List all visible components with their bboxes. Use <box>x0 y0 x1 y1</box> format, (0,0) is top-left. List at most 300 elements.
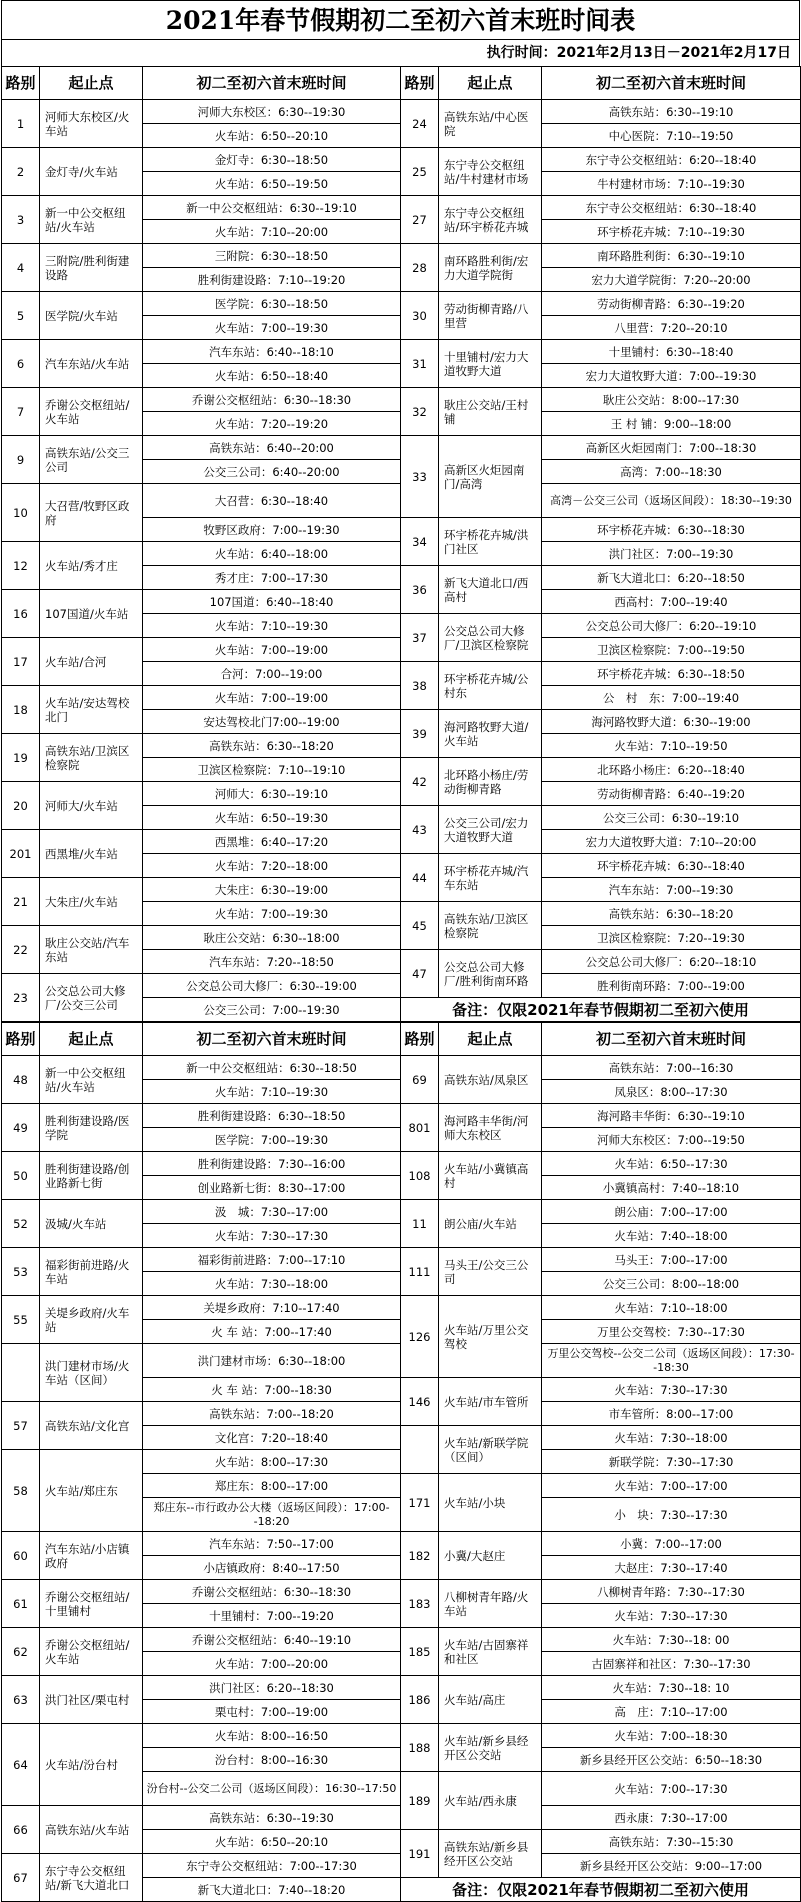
route-time: 公交三公司：6:40--20:00 <box>143 460 401 484</box>
header-stops: 起止点 <box>439 1023 542 1056</box>
route-number: 108 <box>401 1152 439 1200</box>
route-number <box>2 1344 40 1402</box>
route-time: 环宇桥花卉城：6:30--18:30 <box>542 518 801 542</box>
route-stops: 河师大东校区/火车站 <box>40 100 143 148</box>
route-number: 801 <box>401 1104 439 1152</box>
route-time: 牧野区政府：7:00--19:30 <box>143 518 401 542</box>
route-stops: 八柳树青年路/火车站 <box>439 1580 542 1628</box>
route-number: 191 <box>401 1830 439 1878</box>
route-stops: 劳动街柳青路/八里营 <box>439 292 542 340</box>
route-time: 劳动街柳青路：6:40--19:20 <box>542 782 801 806</box>
route-time: 洪门建材市场：6:30--18:00 <box>143 1344 401 1378</box>
route-stops: 汽车东站/小店镇政府 <box>40 1532 143 1580</box>
route-number: 23 <box>2 974 40 1022</box>
route-time: 秀才庄：7:00--17:30 <box>143 566 401 590</box>
route-time: 火车站：7:40--18:00 <box>542 1224 801 1248</box>
route-time: 新联学院：7:30--17:30 <box>542 1450 801 1474</box>
route-stops: 高铁东站/卫滨区检察院 <box>40 734 143 782</box>
route-stops: 胜利街建设路/创业路新七街 <box>40 1152 143 1200</box>
route-number: 2 <box>2 148 40 196</box>
route-time: 王 村 铺：9:00--18:00 <box>542 412 801 436</box>
route-stops: 公交三公司/宏力大道牧野大道 <box>439 806 542 854</box>
route-time: 火车站：7:30--17:30 <box>542 1604 801 1628</box>
route-time: 金灯寺：6:30--18:50 <box>143 148 401 172</box>
table-row <box>2 436 801 460</box>
route-time: 河师大：6:30--19:10 <box>143 782 401 806</box>
route-time: 107国道：6:40--18:40 <box>143 590 401 614</box>
route-number: 10 <box>2 484 40 542</box>
route-stops: 公交总公司大修厂/胜利街南环路 <box>439 950 542 998</box>
route-stops: 高铁东站/公交三公司 <box>40 436 143 484</box>
route-number: 24 <box>401 100 439 148</box>
route-number: 58 <box>2 1450 40 1532</box>
route-stops: 乔谢公交枢纽站/火车站 <box>40 1628 143 1676</box>
route-time: 高铁东站：7:00--18:20 <box>143 1402 401 1426</box>
route-time: 火车站：7:00--19:30 <box>143 902 401 926</box>
table-row <box>2 1296 801 1320</box>
route-stops: 火车站/合河 <box>40 638 143 686</box>
route-stops: 环宇桥花卉城/公村东 <box>439 662 542 710</box>
route-time: 火车站：7:20--18:00 <box>143 854 401 878</box>
route-stops: 东宁寺公交枢纽站/环宇桥花卉城 <box>439 196 542 244</box>
route-number: 1 <box>2 100 40 148</box>
route-time: 火车站：7:30--18: 10 <box>542 1676 801 1700</box>
route-time: 乔谢公交枢纽站：6:30--18:30 <box>143 388 401 412</box>
route-stops: 汽车东站/火车站 <box>40 340 143 388</box>
route-time: 火车站：6:50--17:30 <box>542 1152 801 1176</box>
route-stops: 南环路胜利街/宏力大道学院街 <box>439 244 542 292</box>
table-row <box>2 1724 801 1748</box>
route-time: 宏力大道牧野大道：7:00--19:30 <box>542 364 801 388</box>
route-number: 53 <box>2 1248 40 1296</box>
route-time: 火 车 站：7:00--17:40 <box>143 1320 401 1344</box>
route-stops: 朗公庙/火车站 <box>439 1200 542 1248</box>
route-stops: 火车站/西永康 <box>439 1772 542 1830</box>
route-time: 马头王：7:00--17:00 <box>542 1248 801 1272</box>
route-time: 火车站：7:00--18:30 <box>542 1724 801 1748</box>
table-row <box>2 1200 801 1224</box>
route-number: 188 <box>401 1724 439 1772</box>
header-times: 初二至初六首末班时间 <box>542 67 801 100</box>
route-time: 小店镇政府：8:40--17:50 <box>143 1556 401 1580</box>
route-time: 市车管所：8:00--17:00 <box>542 1402 801 1426</box>
route-time: 洪门社区：7:00--19:30 <box>542 542 801 566</box>
route-time: 新飞大道北口：6:20--18:50 <box>542 566 801 590</box>
route-time: 卫滨区检察院：7:00--19:50 <box>542 638 801 662</box>
route-number: 186 <box>401 1676 439 1724</box>
route-time: 火车站：6:50--19:30 <box>143 806 401 830</box>
route-time: 耿庄公交站：6:30--18:00 <box>143 926 401 950</box>
route-number: 62 <box>2 1628 40 1676</box>
route-time: 卫滨区检察院：7:10--19:10 <box>143 758 401 782</box>
route-time: 胜利街建设路：7:10--19:20 <box>143 268 401 292</box>
route-stops: 环宇桥花卉城/汽车东站 <box>439 854 542 902</box>
route-stops: 公交总公司大修厂/公交三公司 <box>40 974 143 1022</box>
route-stops: 公交总公司大修厂/卫滨区检察院 <box>439 614 542 662</box>
route-time: 万里公交驾校--公交二公司（返场区间段）：17:30--18:30 <box>542 1344 801 1378</box>
route-number: 34 <box>401 518 439 566</box>
route-number: 11 <box>401 1200 439 1248</box>
table-row <box>2 196 801 220</box>
route-time: 乔谢公交枢纽站：6:40--19:10 <box>143 1628 401 1652</box>
route-number: 171 <box>401 1474 439 1532</box>
route-stops: 高铁东站/新乡县经开区公交站 <box>439 1830 542 1878</box>
route-time: 西永康：7:30--17:00 <box>542 1806 801 1830</box>
route-time: 高铁东站：6:30--19:10 <box>542 100 801 124</box>
route-number: 28 <box>401 244 439 292</box>
route-time: 环宇桥花卉城：6:30--18:40 <box>542 854 801 878</box>
table-row <box>2 1104 801 1128</box>
route-stops: 金灯寺/火车站 <box>40 148 143 196</box>
route-time: 高湾－公交三公司（返场区间段）：18:30--19:30 <box>542 484 801 518</box>
route-number: 27 <box>401 196 439 244</box>
route-time: 火 车 站：7:00--18:30 <box>143 1378 401 1402</box>
table-row <box>2 1676 801 1700</box>
effective-date: 执行时间：2021年2月13日－2021年2月17日 <box>1 40 800 66</box>
route-time: 河师大东校区：7:00--19:50 <box>542 1128 801 1152</box>
route-time: 公交三公司：7:00--19:30 <box>143 998 401 1022</box>
route-stops: 乔谢公交枢纽站/火车站 <box>40 388 143 436</box>
route-number: 7 <box>2 388 40 436</box>
route-number: 30 <box>401 292 439 340</box>
route-time: 高 庄：7:10--17:00 <box>542 1700 801 1724</box>
table-row <box>2 100 801 124</box>
route-stops: 环宇桥花卉城/洪门社区 <box>439 518 542 566</box>
header-stops: 起止点 <box>40 1023 143 1056</box>
route-time: 新一中公交枢纽站：6:30--18:50 <box>143 1056 401 1080</box>
route-time: 汽车东站：7:00--19:30 <box>542 878 801 902</box>
route-time: 胜利街建设路：7:30--16:00 <box>143 1152 401 1176</box>
route-number: 21 <box>2 878 40 926</box>
route-stops: 汲城/火车站 <box>40 1200 143 1248</box>
route-time: 新乡县经开区公交站：9:00--17:00 <box>542 1854 801 1878</box>
route-time: 洪门社区：6:20--18:30 <box>143 1676 401 1700</box>
route-stops: 西黑堆/火车站 <box>40 830 143 878</box>
route-time: 火车站：7:10--19:50 <box>542 734 801 758</box>
route-number: 67 <box>2 1854 40 1902</box>
header-times: 初二至初六首末班时间 <box>143 1023 401 1056</box>
route-time: 火车站：7:00--19:00 <box>143 686 401 710</box>
route-time: 火车站：7:10--19:30 <box>143 614 401 638</box>
route-time: 高新区火炬园南门：7:00--18:30 <box>542 436 801 460</box>
route-time: 中心医院：7:10--19:50 <box>542 124 801 148</box>
route-stops: 小冀/大赵庄 <box>439 1532 542 1580</box>
route-number: 48 <box>2 1056 40 1104</box>
route-time: 宏力大道学院街：7:20--20:00 <box>542 268 801 292</box>
route-number: 64 <box>2 1724 40 1806</box>
route-time: 火车站：6:40--18:00 <box>143 542 401 566</box>
table-row <box>2 340 801 364</box>
route-stops: 高铁东站/火车站 <box>40 1806 143 1854</box>
route-time: 火车站：7:30--18:00 <box>542 1426 801 1450</box>
route-stops: 河师大/火车站 <box>40 782 143 830</box>
table-row <box>2 388 801 412</box>
route-stops: 东宁寺公交枢纽站/新飞大道北口 <box>40 1854 143 1902</box>
route-time: 南环路胜利街：6:30--19:10 <box>542 244 801 268</box>
header-stops: 起止点 <box>40 67 143 100</box>
route-time: 海河路丰华街：6:30--19:10 <box>542 1104 801 1128</box>
route-time: 劳动街柳青路：6:30--19:20 <box>542 292 801 316</box>
route-number: 189 <box>401 1772 439 1830</box>
route-number: 31 <box>401 340 439 388</box>
route-time: 朗公庙：7:00--17:00 <box>542 1200 801 1224</box>
route-number: 185 <box>401 1628 439 1676</box>
route-number: 25 <box>401 148 439 196</box>
route-time: 郑庄东--市行政办公大楼（返场区间段）：17:00--18:20 <box>143 1498 401 1532</box>
route-time: 创业路新七街：8:30--17:00 <box>143 1176 401 1200</box>
route-number: 57 <box>2 1402 40 1450</box>
header-route: 路别 <box>401 1023 439 1056</box>
table-row <box>2 1532 801 1556</box>
route-stops: 洪门社区/栗屯村 <box>40 1676 143 1724</box>
route-time: 东宁寺公交枢纽站：6:20--18:40 <box>542 148 801 172</box>
route-time: 耿庄公交站：8:00--17:30 <box>542 388 801 412</box>
route-time: 八柳树青年路：7:30--17:30 <box>542 1580 801 1604</box>
route-number: 32 <box>401 388 439 436</box>
route-time: 公交三公司：8:00--18:00 <box>542 1272 801 1296</box>
route-time: 公交三公司：6:30--19:10 <box>542 806 801 830</box>
route-time: 牛村建材市场：7:10--19:30 <box>542 172 801 196</box>
route-stops: 火车站/小冀镇高村 <box>439 1152 542 1200</box>
table-row <box>2 148 801 172</box>
route-number: 18 <box>2 686 40 734</box>
route-stops: 关堤乡政府/火车站 <box>40 1296 143 1344</box>
route-stops: 火车站/新联学院（区间） <box>439 1426 542 1474</box>
route-stops: 耿庄公交站/汽车东站 <box>40 926 143 974</box>
route-time: 安达驾校北门7:00--19:00 <box>143 710 401 734</box>
route-stops: 海河路丰华街/河师大东校区 <box>439 1104 542 1152</box>
route-time: 公 村 东：7:00--19:40 <box>542 686 801 710</box>
route-number: 146 <box>401 1378 439 1426</box>
route-time: 小冀镇高村：7:40--18:10 <box>542 1176 801 1200</box>
route-time: 火车站：6:50--19:50 <box>143 172 401 196</box>
header-stops: 起止点 <box>439 67 542 100</box>
route-time: 大朱庄：6:30--19:00 <box>143 878 401 902</box>
route-time: 合河：7:00--19:00 <box>143 662 401 686</box>
route-number: 5 <box>2 292 40 340</box>
route-number: 111 <box>401 1248 439 1296</box>
route-time: 火车站：8:00--17:30 <box>143 1450 401 1474</box>
schedule-table-1 <box>1 66 801 1022</box>
route-number: 44 <box>401 854 439 902</box>
route-time: 小冀：7:00--17:00 <box>542 1532 801 1556</box>
route-time: 火车站：7:30--18:00 <box>143 1272 401 1296</box>
route-number: 22 <box>2 926 40 974</box>
route-time: 火车站：6:50--20:10 <box>143 1830 401 1854</box>
route-time: 高铁东站：7:00--16:30 <box>542 1056 801 1080</box>
route-time: 医学院：7:00--19:30 <box>143 1128 401 1152</box>
route-stops: 大朱庄/火车站 <box>40 878 143 926</box>
table-row <box>2 1056 801 1080</box>
route-time: 火车站：7:10--18:00 <box>542 1296 801 1320</box>
route-time: 高铁东站：6:30--19:30 <box>143 1806 401 1830</box>
header-route: 路别 <box>401 67 439 100</box>
route-time: 东宁寺公交枢纽站：7:00--17:30 <box>143 1854 401 1878</box>
route-time: 古固寨祥和社区：7:30--17:30 <box>542 1652 801 1676</box>
table-row <box>2 1152 801 1176</box>
route-time: 火车站：7:20--19:20 <box>143 412 401 436</box>
route-time: 三附院：6:30--18:50 <box>143 244 401 268</box>
route-time: 栗屯村：7:00--19:00 <box>143 1700 401 1724</box>
table-row <box>2 1248 801 1272</box>
route-time: 万里公交驾校：7:30--17:30 <box>542 1320 801 1344</box>
route-stops: 三附院/胜利街建设路 <box>40 244 143 292</box>
route-time: 火车站：8:00--16:50 <box>143 1724 401 1748</box>
route-time: 环宇桥花卉城：7:10--19:30 <box>542 220 801 244</box>
route-number: 43 <box>401 806 439 854</box>
route-time: 火车站：7:10--19:30 <box>143 1080 401 1104</box>
route-time: 文化宫：7:20--18:40 <box>143 1426 401 1450</box>
route-number: 126 <box>401 1296 439 1378</box>
route-time: 关堤乡政府：7:10--17:40 <box>143 1296 401 1320</box>
route-time: 凤泉区：8:00--17:30 <box>542 1080 801 1104</box>
route-time: 西高村：7:00--19:40 <box>542 590 801 614</box>
header-route: 路别 <box>2 1023 40 1056</box>
route-number: 50 <box>2 1152 40 1200</box>
route-number: 12 <box>2 542 40 590</box>
route-time: 胜利街建设路：6:30--18:50 <box>143 1104 401 1128</box>
route-time: 公交总公司大修厂：6:30--19:00 <box>143 974 401 998</box>
route-time: 火车站：7:30--17:30 <box>542 1378 801 1402</box>
route-time: 高铁东站：7:30--15:30 <box>542 1830 801 1854</box>
note: 备注：仅限2021年春节假期初二至初六使用 <box>401 1878 801 1902</box>
route-number: 69 <box>401 1056 439 1104</box>
route-number: 33 <box>401 436 439 518</box>
route-stops: 十里铺村/宏力大道牧野大道 <box>439 340 542 388</box>
route-time: 东宁寺公交枢纽站：6:30--18:40 <box>542 196 801 220</box>
route-stops: 火车站/安达驾校北门 <box>40 686 143 734</box>
route-time: 新一中公交枢纽站：6:30--19:10 <box>143 196 401 220</box>
route-stops: 新一中公交枢纽站/火车站 <box>40 1056 143 1104</box>
route-number: 45 <box>401 902 439 950</box>
route-time: 西黑堆：6:40--17:20 <box>143 830 401 854</box>
route-number: 63 <box>2 1676 40 1724</box>
route-time: 火车站：7:30--17:30 <box>143 1224 401 1248</box>
route-number: 37 <box>401 614 439 662</box>
route-time: 汽车东站：6:40--18:10 <box>143 340 401 364</box>
page-title: 2021年春节假期初二至初六首末班时间表 <box>1 0 800 40</box>
route-stops: 洪门建材市场/火车站（区间） <box>40 1344 143 1402</box>
route-time: 海河路牧野大道：6:30--19:00 <box>542 710 801 734</box>
route-stops: 火车站/高庄 <box>439 1676 542 1724</box>
table-row <box>2 292 801 316</box>
route-time: 宏力大道牧野大道：7:10--20:00 <box>542 830 801 854</box>
header-route: 路别 <box>2 67 40 100</box>
route-time: 火车站：7:10--20:00 <box>143 220 401 244</box>
route-stops: 耿庄公交站/王村铺 <box>439 388 542 436</box>
route-stops: 火车站/秀才庄 <box>40 542 143 590</box>
header-times: 初二至初六首末班时间 <box>143 67 401 100</box>
route-number: 19 <box>2 734 40 782</box>
route-stops: 医学院/火车站 <box>40 292 143 340</box>
route-time: 火车站：7:30--18: 00 <box>542 1628 801 1652</box>
route-number: 52 <box>2 1200 40 1248</box>
route-stops: 火车站/郑庄东 <box>40 1450 143 1532</box>
route-number: 61 <box>2 1580 40 1628</box>
route-time: 小 块：7:30--17:30 <box>542 1498 801 1532</box>
route-time: 汲 城：7:30--17:00 <box>143 1200 401 1224</box>
route-stops: 乔谢公交枢纽站/十里铺村 <box>40 1580 143 1628</box>
route-number: 20 <box>2 782 40 830</box>
route-time: 乔谢公交枢纽站：6:30--18:30 <box>143 1580 401 1604</box>
route-time: 十里铺村：6:30--18:40 <box>542 340 801 364</box>
route-stops: 火车站/汾台村 <box>40 1724 143 1806</box>
route-stops: 高铁东站/凤泉区 <box>439 1056 542 1104</box>
route-time: 汾台村--公交二公司（返场区间段）：16:30--17:50 <box>143 1772 401 1806</box>
route-number: 3 <box>2 196 40 244</box>
table-row <box>2 1628 801 1652</box>
route-stops: 107国道/火车站 <box>40 590 143 638</box>
route-number: 4 <box>2 244 40 292</box>
route-time: 北环路小杨庄：6:20--18:40 <box>542 758 801 782</box>
route-time: 火车站：7:00--19:00 <box>143 638 401 662</box>
route-time: 大召营：6:30--18:40 <box>143 484 401 518</box>
header-times: 初二至初六首末班时间 <box>542 1023 801 1056</box>
route-time: 八里营：7:20--20:10 <box>542 316 801 340</box>
route-number: 182 <box>401 1532 439 1580</box>
route-time: 环宇桥花卉城：6:30--18:50 <box>542 662 801 686</box>
route-time: 河师大东校区：6:30--19:30 <box>143 100 401 124</box>
route-time: 火车站：7:00--17:00 <box>542 1474 801 1498</box>
route-time: 高铁东站：6:40--20:00 <box>143 436 401 460</box>
route-stops: 新一中公交枢纽站/火车站 <box>40 196 143 244</box>
route-number: 17 <box>2 638 40 686</box>
route-time: 火车站：6:50--20:10 <box>143 124 401 148</box>
route-stops: 火车站/市车管所 <box>439 1378 542 1426</box>
route-stops: 马头王/公交三公司 <box>439 1248 542 1296</box>
route-time: 火车站：7:00--17:30 <box>542 1772 801 1806</box>
route-number: 36 <box>401 566 439 614</box>
route-number: 47 <box>401 950 439 998</box>
route-time: 汽车东站：7:50--17:00 <box>143 1532 401 1556</box>
route-number: 55 <box>2 1296 40 1344</box>
route-stops: 北环路小杨庄/劳动街柳青路 <box>439 758 542 806</box>
route-time: 公交总公司大修厂：6:20--18:10 <box>542 950 801 974</box>
route-time: 火车站：7:00--20:00 <box>143 1652 401 1676</box>
route-stops: 海河路牧野大道/火车站 <box>439 710 542 758</box>
route-time: 汾台村：8:00--16:30 <box>143 1748 401 1772</box>
route-time: 郑庄东：8:00--17:00 <box>143 1474 401 1498</box>
route-stops: 火车站/新乡县经开区公交站 <box>439 1724 542 1772</box>
route-stops: 高新区火炬园南门/高湾 <box>439 436 542 518</box>
table-row <box>2 1580 801 1604</box>
route-number: 39 <box>401 710 439 758</box>
route-time: 新飞大道北口：7:40--18:20 <box>143 1878 401 1902</box>
route-number: 183 <box>401 1580 439 1628</box>
header-row <box>2 67 801 100</box>
route-number: 38 <box>401 662 439 710</box>
route-time: 高铁东站：6:30--18:20 <box>143 734 401 758</box>
route-time: 高湾：7:00--18:30 <box>542 460 801 484</box>
route-number <box>401 1426 439 1474</box>
route-time: 胜利街南环路：7:00--19:00 <box>542 974 801 998</box>
table-row <box>2 244 801 268</box>
route-number: 6 <box>2 340 40 388</box>
route-number: 42 <box>401 758 439 806</box>
header-row <box>2 1023 801 1056</box>
note: 备注：仅限2021年春节假期初二至初六使用 <box>401 998 801 1022</box>
route-number: 9 <box>2 436 40 484</box>
route-stops: 高铁东站/中心医院 <box>439 100 542 148</box>
route-time: 大赵庄：7:30--17:40 <box>542 1556 801 1580</box>
route-stops: 高铁东站/卫滨区检察院 <box>439 902 542 950</box>
route-number: 66 <box>2 1806 40 1854</box>
route-time: 医学院：6:30--18:50 <box>143 292 401 316</box>
route-time: 高铁东站：6:30--18:20 <box>542 902 801 926</box>
route-stops: 大召营/牧野区政府 <box>40 484 143 542</box>
route-stops: 火车站/小块 <box>439 1474 542 1532</box>
route-stops: 火车站/古固寨祥和社区 <box>439 1628 542 1676</box>
